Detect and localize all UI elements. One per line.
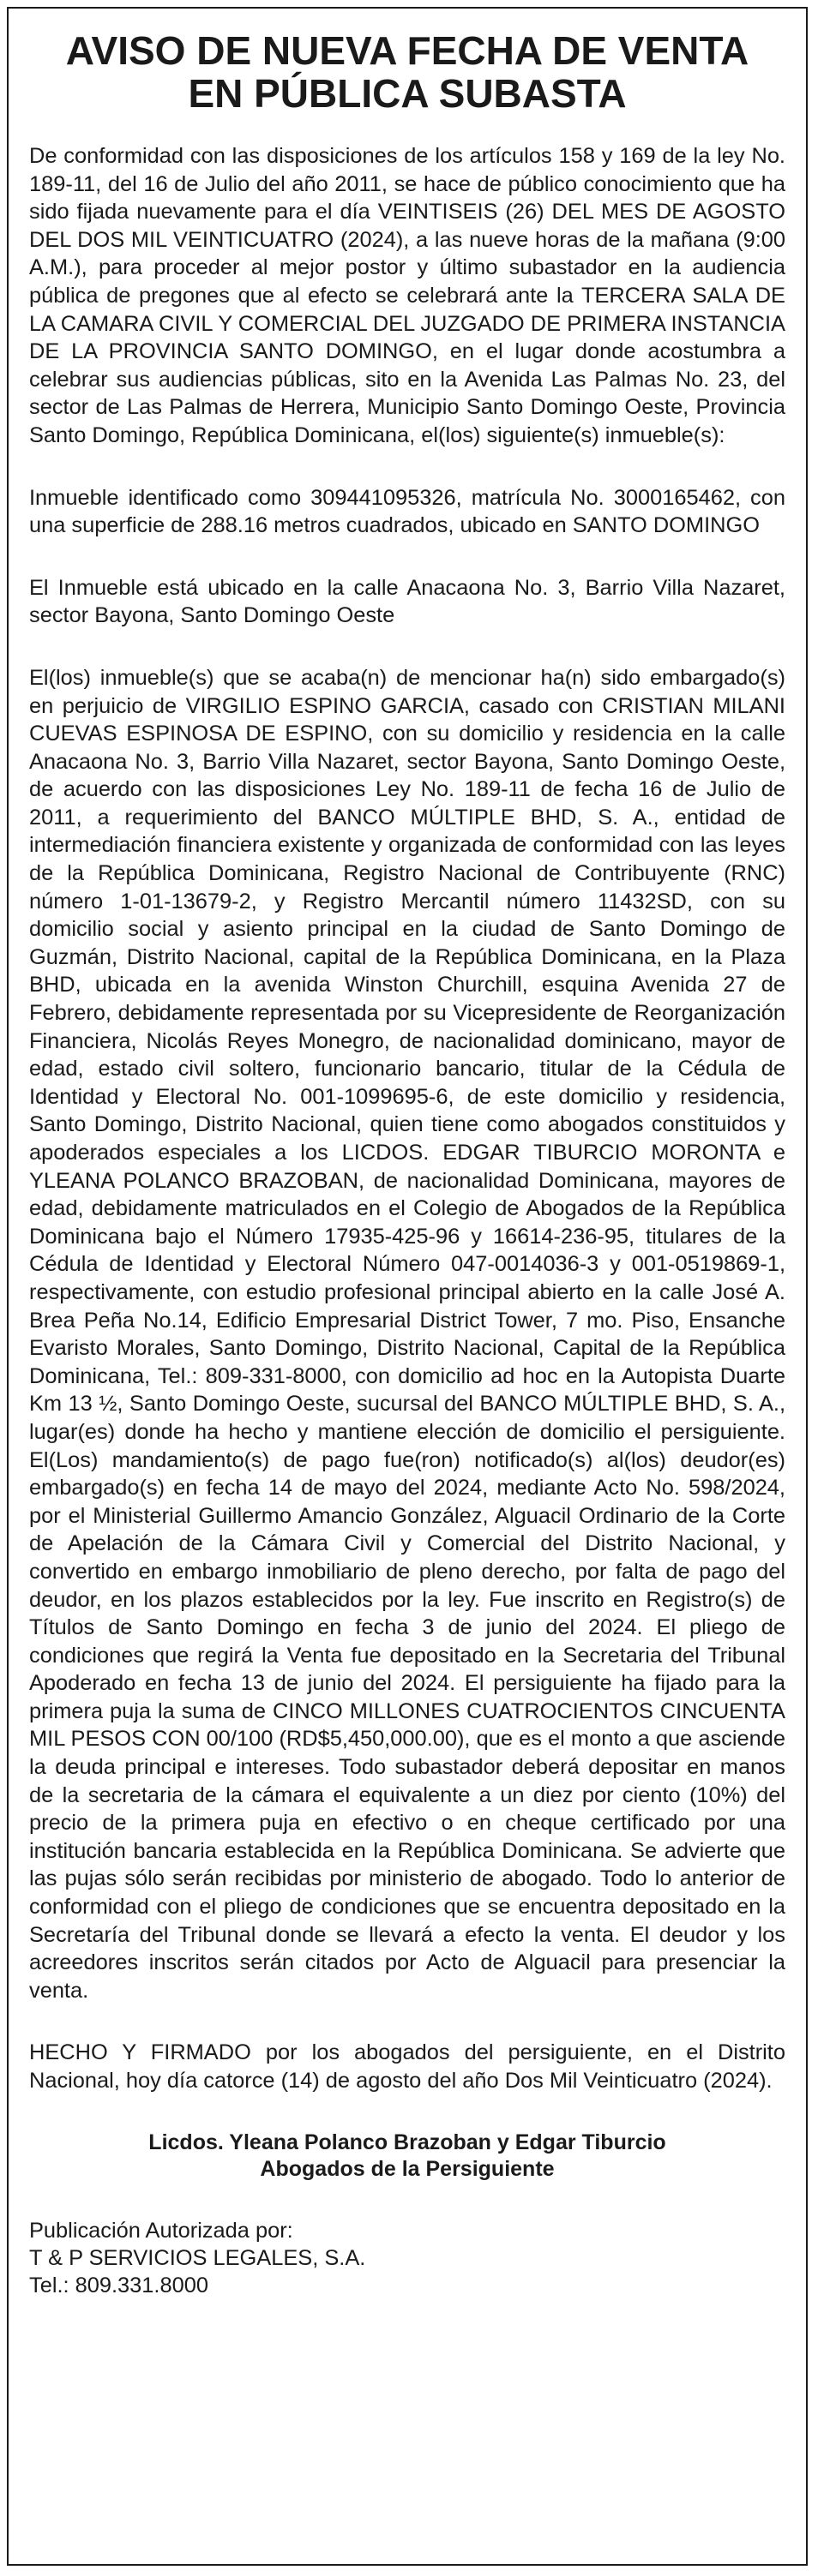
title-line-2: EN PÚBLICA SUBASTA [188,71,627,116]
title-line-1: AVISO DE NUEVA FECHA DE VENTA [65,28,749,73]
signature-names: Licdos. Yleana Polanco Brazoban y Edgar Tiburcio [148,2130,666,2154]
page-title [29,29,785,115]
publication-footer [29,2217,785,2299]
notice-title [29,29,785,115]
paragraph-property-id: Inmueble identificado como 309441095326, matrícula No. 3000165462, con una superficie de 288.16 metros cuadrados, ubicado en SANTO DOMINGO [29,485,785,538]
paragraph-signed: HECHO Y FIRMADO por los abogados del persiguiente, en el Distrito Nacional, hoy día catorce (14) de agosto del año Dos Mil Veinticuatro (2024). [29,2040,785,2093]
footer-phone: Tel.: 809.331.8000 [29,2273,208,2297]
signature-block [29,2130,785,2183]
paragraph-seizure-details: El(los) inmueble(s) que se acaba(n) de mencionar ha(n) sido embargado(s) en perjuicio de VIRGILIO ESPINO GARCIA, casado con CRISTIAN MILANI CUEVAS ESPINOSA DE ESPINO, con su domicilio y residencia en la calle Anacaona No. 3, Barrio Villa Nazaret, sector Bayona, Santo Domingo Oeste, de acuerdo con las disposiciones Ley No. 189-11 de fecha 16 de Julio de 2011, a requerimiento del BANCO MÚLTIPLE BHD, S. A., entidad de intermediación financiera existente y organizada de conformidad con las leyes de la República Dominicana, Registro Nacional de Contribuyente (RNC) número 1-01-13679-2, y Registro Mercantil número 11432SD, con su domicilio social y asiento principal en la ciudad de Santo Domingo de Guzmán, Distrito Nacional, capital de la República Dominicana, en la Plaza BHD, ubicada en la avenida Winston Churchill, esquina Avenida 27 de Febrero, debidamente representada por su Vicepresidente de Reorganización Financiera, Nicolás Reyes Monegro, de nacionalidad dominicano, mayor de edad, estado civil soltero, funcionario bancario, titular de la Cédula de Identidad y Electoral No. 001-1099695-6, de este domicilio y residencia, Santo Domingo, Distrito Nacional, quien tiene como abogados constituidos y apoderados especiales a los LICDOS. EDGAR TIBURCIO MORONTA e YLEANA POLANCO BRAZOBAN, de nacionalidad Dominicana, mayores de edad, debidamente matriculados en el Colegio de Abogados de la República Dominicana bajo el Número 17935-425-96 y 16614-236-95, titulares de la Cédula de Identidad y Electoral Número 047-0014036-3 y 001-0519869-1, respectivamente, con estudio profesional principal abierto en la calle José A. Brea Peña No.14, Edificio Empresarial District Tower, 7 mo. Piso, Ensanche Evaristo Morales, Santo Domingo, Distrito Nacional, Capital de la República Dominicana, Tel.: 809-331-8000, con domicilio ad hoc en la Autopista Duarte Km 13 ½, Santo Domingo Oeste, sucursal del BANCO MÚLTIPLE BHD, S. A., lugar(es) donde ha hecho y mantiene elección de domicilio el persiguiente. El(Los) mandamiento(s) de pago fue(ron) notificado(s) al(los) deudor(es) embargado(s) en fecha 14 de mayo del 2024, mediante Acto No. 598/2024, por el Ministerial Guillermo Amancio González, Alguacil Ordinario de la Corte de Apelación de la Cámara Civil y Comercial del Distrito Nacional, y convertido en embargo inmobiliario de pleno derecho, por falta de pago del deudor, en los plazos establecidos por la ley. Fue inscrito en Registro(s) de Títulos de Santo Domingo en fecha 3 de junio del 2024. El pliego de condiciones que regirá la Venta fue depositado en la Secretaria del Tribunal Apoderado en fecha 13 de junio del 2024. El persiguiente ha fijado para la primera puja la suma de CINCO MILLONES CUATROCIENTOS CINCUENTA MIL PESOS CON 00/100 (RD$5,450,000.00), que es el monto a que asciende la deuda principal e intereses. Todo subastador deberá depositar en manos de la secretaria de la cámara el equivalente a un diez por ciento (10%) del precio de la primera puja en efectivo o en cheque certificado por una institución bancaria establecida en la República Dominicana. Se advierte que las pujas sólo serán recibidas por ministerio de abogado. Todo lo anterior de conformidad con el pliego de condiciones que se encuentra depositado en la Secretaría del Tribunal donde se llevará a efecto la venta. El deudor y los acreedores inscritos serán citados por Acto de Alguacil para presenciar la venta. [29,665,785,2003]
paragraph-sale-date: De conformidad con las disposiciones de los artículos 158 y 169 de la ley No. 189-11, del 16 de Julio del año 2011, se hace de público conocimiento que ha sido fijada nuevamente para el día VEINTISEIS (26) DEL MES DE AGOSTO DEL DOS MIL VEINTICUATRO (2024), a las nueve horas de la mañana (9:00 A.M.), para proceder al mejor postor y último subastador en la audiencia pública de pregones que al efecto se celebrará ante la TERCERA SALA DE LA CAMARA CIVIL Y COMERCIAL DEL JUZGADO DE PRIMERA INSTANCIA DE LA PROVINCIA SANTO DOMINGO, en el lugar donde acostumbra a celebrar sus audiencias públicas, sito en la Avenida Las Palmas No. 23, del sector de Las Palmas de Herrera, Municipio Santo Domingo Oeste, Provincia Santo Domingo, República Dominicana, el(los) siguiente(s) inmueble(s): [29,144,785,447]
paragraph-property-location: El Inmueble está ubicado en la calle Anacaona No. 3, Barrio Villa Nazaret, sector Bayona, Santo Domingo Oeste [29,575,785,628]
footer-authorized: Publicación Autorizada por: [29,2218,293,2243]
footer-company: T & P SERVICIOS LEGALES, S.A. [29,2245,366,2270]
signature-role: Abogados de la Persiguiente [260,2156,555,2181]
legal-notice [7,7,808,2566]
